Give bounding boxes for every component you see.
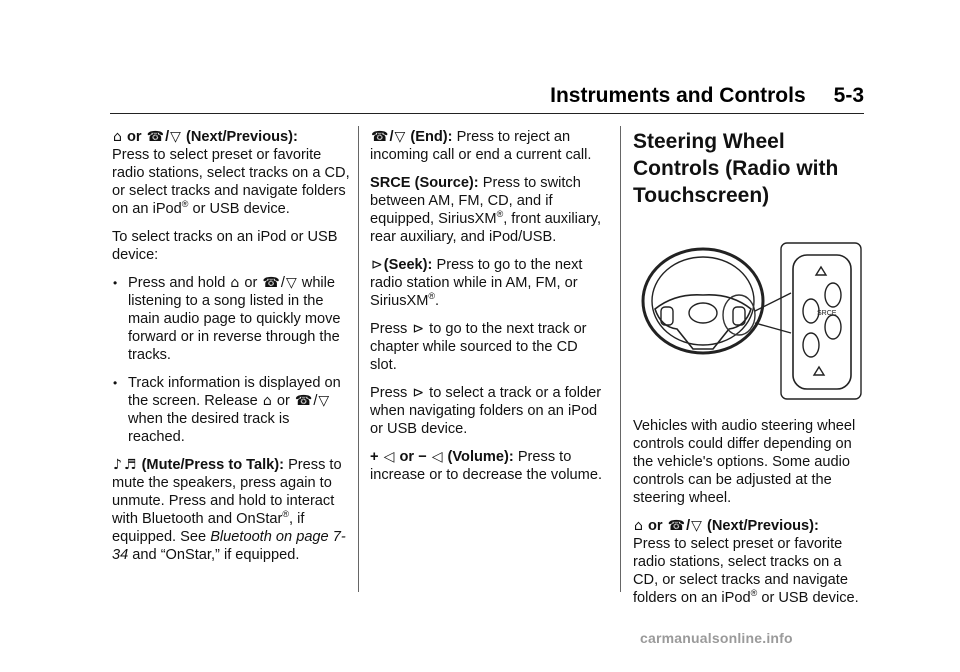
end-entry: ☎/▽ (End): Press to reject an incoming call or end a current call.	[370, 129, 592, 163]
mute-icon: ♪	[113, 457, 122, 473]
phone-hook-icon: ⌂	[230, 275, 240, 291]
ipod-usb-intro: To select tracks on an iPod or USB device:	[112, 229, 338, 263]
column-3	[633, 128, 865, 617]
volume-entry: + ◁ or − ◁ (Volume): Press to increase or to decrease the volume.	[370, 449, 603, 483]
down-arrow-icon: ▽	[285, 275, 297, 291]
phone-hook-icon: ⌂	[634, 518, 643, 534]
section-title: Instruments and Controls	[550, 84, 806, 107]
steering-wheel-illustration	[633, 223, 865, 403]
down-arrow-icon: ▽	[170, 129, 181, 145]
instruction-list	[112, 274, 350, 446]
column-2	[370, 128, 608, 494]
page-header	[550, 84, 864, 108]
section-heading: Steering Wheel Controls (Radio with Touchscreen)	[633, 130, 839, 207]
header-rule	[110, 113, 864, 114]
down-arrow-icon: ▽	[691, 518, 702, 534]
watermark: carmanualsonline.info	[640, 630, 793, 646]
phone-hook-icon: ⌂	[262, 393, 272, 409]
source-entry: SRCE (Source): Press to switch between AM, FM, CD, and if equipped, SiriusXM®, front auxiliary, rear auxiliary, and iPod/USB.	[370, 175, 602, 245]
seek-icon: ⊳	[412, 385, 425, 401]
down-arrow-icon: ▽	[318, 393, 330, 409]
seek-usb-entry: Press ⊳ to select a track or a folder when navigating folders on an iPod or USB device.	[370, 385, 602, 437]
column-divider-1	[358, 126, 359, 592]
voice-icon: ♬	[123, 457, 137, 473]
volume-icon: ◁	[383, 449, 395, 465]
list-item: • Track information is displayed on the screen. Release ⌂ or ☎/▽ when the desired track is reached.	[128, 374, 350, 446]
seek-entry: ⊳(Seek): Press to go to the next radio station while in AM, FM, or SiriusXM®.	[370, 257, 583, 309]
cross-reference-link: Bluetooth on page 7-34	[112, 529, 346, 563]
down-arrow-icon: ▽	[394, 129, 406, 145]
volume-icon: ◁	[431, 449, 443, 465]
phone-icon: ☎	[294, 393, 313, 409]
srce-label: SRCE	[817, 310, 837, 317]
page-number: 5-3	[833, 84, 864, 107]
column-1	[112, 128, 350, 574]
seek-cd-entry: Press ⊳ to go to the next track or chapter while sourced to the CD slot.	[370, 321, 587, 373]
phone-icon: ☎	[371, 129, 389, 145]
phone-icon: ☎	[667, 518, 686, 534]
column-divider-2	[620, 126, 621, 592]
next-previous-entry: ⌂ or ☎/▽ (Next/Previous): Press to select preset or favorite radio stations, select tracks on a CD, or select tracks and navigate folders on an iPod® or USB device.	[633, 518, 859, 606]
phone-hook-icon: ⌂	[113, 129, 122, 145]
seek-icon: ⊳	[371, 257, 383, 273]
steering-controls-intro: Vehicles with audio steering wheel controls could differ depending on the vehicle's options. Some audio controls can be adjusted at the steering wheel.	[633, 418, 856, 506]
phone-icon: ☎	[146, 129, 165, 145]
list-item: • Press and hold ⌂ or ☎/▽ while listening to a song listed in the main audio page to quickly move forward or in reverse through the tracks.	[128, 274, 350, 364]
next-previous-entry: ⌂ or ☎/▽ (Next/Previous): Press to select preset or favorite radio stations, select tracks on a CD, or select tracks and navigate folders on an iPod® or USB device.	[112, 129, 350, 217]
seek-icon: ⊳	[412, 321, 425, 337]
phone-icon: ☎	[262, 275, 280, 291]
mute-entry: ♪ ♬ (Mute/Press to Talk): Press to mute the speakers, press again to unmute. Press and hold to interact with Bluetooth and OnStar®, if equipped. See Bluetooth on page 7-34 and “OnStar,” if equipped.	[112, 457, 346, 563]
